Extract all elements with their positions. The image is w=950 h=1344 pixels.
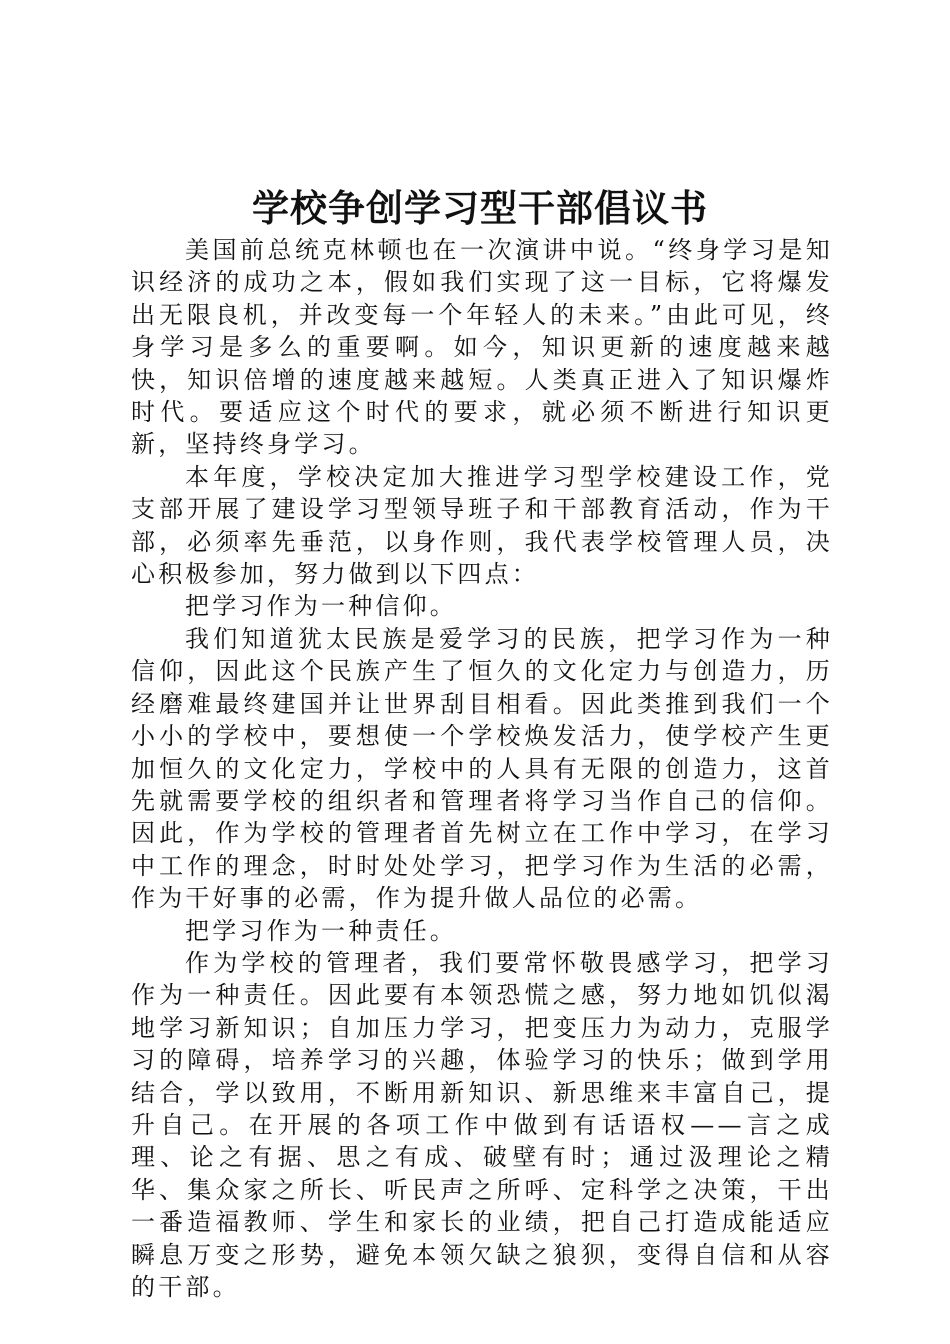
paragraph-belief: 我们知道犹太民族是爱学习的民族，把学习作为一种信仰，因此这个民族产生了恒久的文化定力与创造力，历经磨难最终建国并让世界刮目相看。因此类推到我们一个小小的学校中，要想使一个学校焕发活力，使学校产生更加恒久的文化定力，学校中的人具有无限的创造力，这首先就需要学校的组织者和管理者将学习当作自己的信仰。因此，作为学校的管理者首先树立在工作中学习，在学习中工作的理念，时时处处学习，把学习作为生活的必需，作为干好事的必需，作为提升做人品位的必需。 xyxy=(131,624,833,913)
paragraph-annual-plan: 本年度，学校决定加大推进学习型学校建设工作，党支部开展了建设学习型领导班子和干部教育活动，作为干部，必须率先垂范，以身作则，我代表学校管理人员，决心积极参加，努力做到以下四点： xyxy=(131,462,833,589)
heading-belief: 把学习作为一种信仰。 xyxy=(185,592,457,621)
paragraph-responsibility: 作为学校的管理者，我们要常怀敬畏感学习，把学习作为一种责任。因此要有本领恐慌之感，努力地如饥似渴地学习新知识；自加压力学习，把变压力为动力，克服学习的障碍，培养学习的兴趣，体验学习的快乐；做到学用结合，学以致用，不断用新知识、新思维来丰富自己，提升自己。在开展的各项工作中做到有话语权——言之成理、论之有据、思之有成、破壁有时；通过汲理论之精华、集众家之所长、听民声之所呼、定科学之决策，干出一番造福教师、学生和家长的业绩，把自己打造成能适应瞬息万变之形势，避免本领欠缺之狼狈，变得自信和从容的干部。 xyxy=(131,948,833,1301)
document-title: 学校争创学习型干部倡议书 xyxy=(252,186,708,230)
paragraph-intro: 美国前总统克林顿也在一次演讲中说。“终身学习是知识经济的成功之本，假如我们实现了这一目标，它将爆发出无限良机，并改变每一个年轻人的未来。”由此可见，终身学习是多么的重要啊。如今，知识更新的速度越来越快，知识倍增的速度越来越短。人类真正进入了知识爆炸时代。要适应这个时代的要求，就必须不断进行知识更新，坚持终身学习。 xyxy=(131,236,833,459)
heading-responsibility: 把学习作为一种责任。 xyxy=(185,916,457,945)
document-body xyxy=(131,234,833,1303)
